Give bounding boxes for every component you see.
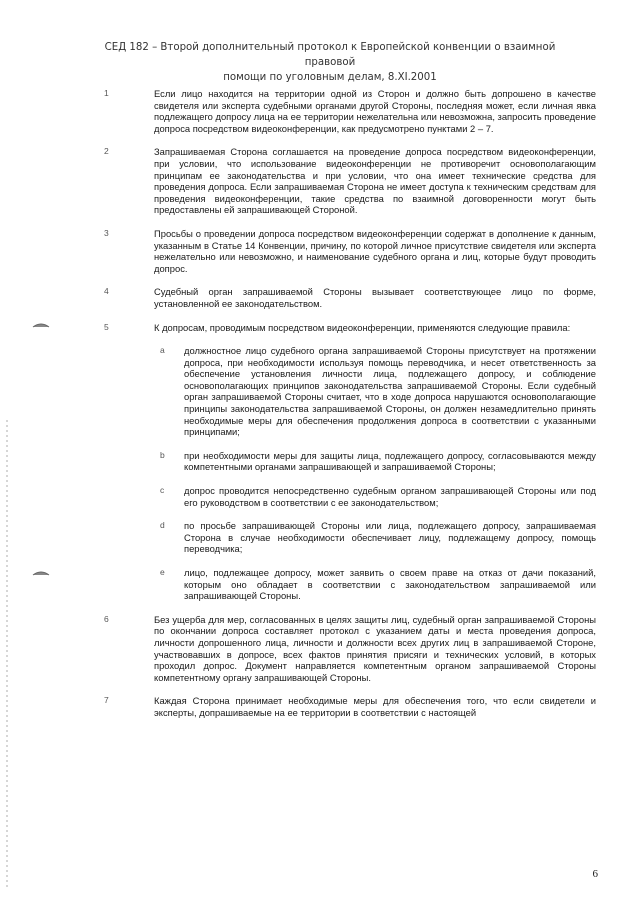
subitem-text: лицо, подлежащее допросу, может заявить о своем праве на отказ от дачи показаний, которым оно обладает в соответствии с законодательством запрашиваемой или запрашивающей Стороны. [184,567,596,602]
paragraph-text: Если лицо находится на территории одной из Сторон и должно быть допрошено в качестве свидетеля или эксперта судебными органами другой Стороны, последняя может, если личная явка подлежащего допросу лица на ее территории нежелательна или невозможна, запросить проведение допроса посредством видеоконференции, как предусмотрено пунктами 2 – 7. [154,88,596,134]
paragraph-6 [104,613,596,684]
header-line-1: СЕД 182 – Второй дополнительный протокол к Европейской конвенции о взаимной правовой [104,42,556,68]
subitem-letter: b [160,449,165,460]
subitem-letter: e [160,567,165,577]
subitem-c [160,485,596,508]
paragraph-number: 1 [104,88,109,98]
subitem-b [160,449,596,473]
punch-hole-mark [32,570,50,576]
subitem-text: по просьбе запрашивающей Стороны или лица, подлежащего допросу, запрашиваемая Сторона в случае необходимости обеспечивает лицу, подлежащему допросу, помощь переводчика; [184,520,596,555]
paragraph-4 [104,286,596,309]
paragraph-text: Без ущерба для мер, согласованных в целях защиты лиц, судебный орган запрашиваемой Стороны по окончании допроса составляет протокол с указанием даты и места проведения допроса, личности допрошенного лица, личности и должности всех других лиц в запрашиваемой Стороне, участвовавших в допросе, всех фактов принятия присяги и технических условий, в которых проходил допрос. Документ направляется компетентным органом запрашиваемой Стороны компетентному органу запрашивающей Стороны. [154,613,596,683]
paragraph-text: Судебный орган запрашиваемой Стороны вызывает соответствующее лицо по форме, установленной ее законодательством. [154,286,596,309]
page-number: 6 [592,868,598,880]
punch-hole-mark [32,322,50,328]
paragraph-5 [104,321,596,334]
paragraph-1 [104,88,596,134]
subitem-text: должностное лицо судебного органа запрашиваемой Стороны присутствует на протяжении допроса, при необходимости используя помощь переводчика, и несет ответственность за обеспечение установления личности лица, подлежащего допросу, и соблюдение основополагающих принципов законодательства запрашиваемой Стороны. Если судебный орган запрашиваемой Стороны считает, что в ходе допроса нарушаются основополагающие принципы законодательства запрашиваемой Стороны, он должен незамедлительно принять необходимые меры для обеспечения продолжения допроса в соответствии с указанными принципами; [184,345,596,438]
document-header [95,40,565,85]
paragraph-text: К допросам, проводимым посредством видеоконференции, применяются следующие правила: [154,321,571,333]
subitem-letter: d [160,520,165,531]
scan-edge-artifact [6,420,8,890]
document-body [104,88,596,731]
paragraph-text: Просьбы о проведении допроса посредством видеоконференции содержат в дополнение к данным, указанным в Статье 14 Конвенции, причину, по которой личное присутствие свидетеля или эксперта нежелательно или невозможно, и наименование судебного органа и лиц, которые будут проводить допрос. [154,227,596,274]
subitem-letter: a [160,345,165,356]
subitem-text: допрос проводится непосредственно судебным органом запрашивающей Стороны или под его руководством в соответствии с ее законодательством; [184,485,596,508]
header-line-2: помощи по уголовным делам, 8.XI.2001 [223,72,437,83]
paragraph-number: 2 [104,146,109,157]
paragraph-3 [104,227,596,274]
paragraph-number: 3 [104,227,109,238]
paragraph-7 [104,695,596,718]
paragraph-number: 5 [104,321,109,332]
paragraph-2 [104,146,596,216]
paragraph-text: Запрашиваемая Сторона соглашается на проведение допроса посредством видеоконференции, при условии, что использование видеоконференции не противоречит основополагающим принципам ее законодательства и при условии, что она имеет технические средства для проведения допроса. Если запрашиваемая Сторона не имеет доступа к техническим средствам для проведения видеоконференции, такие средства по взаимной договоренности могут быть предоставлены ей запрашивающей Стороной. [154,146,596,216]
subitem-text: при необходимости меры для защиты лица, подлежащего допросу, согласовываются между компетентными органами запрашивающей и запрашиваемой Стороны; [184,449,596,473]
subitem-letter: c [160,485,165,496]
paragraph-text: Каждая Сторона принимает необходимые меры для обеспечения того, что если свидетели и эксперты, допрашиваемые на ее территории в соответствии с настоящей [154,695,596,718]
subitem-a [160,345,596,438]
subitem-e [160,567,596,602]
paragraph-number: 6 [104,613,109,624]
subitem-d [160,520,596,555]
paragraph-number: 4 [104,286,109,297]
paragraph-number: 7 [104,695,109,706]
